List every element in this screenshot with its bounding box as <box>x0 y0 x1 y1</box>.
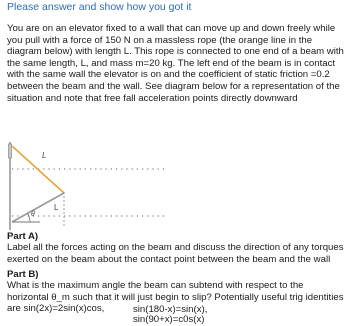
part-a-title: Part A) <box>7 231 39 242</box>
part-a-text: Label all the forces acting on the beam and discuss the direction of any torques exerted on the beam about the contact point between the beam and the wall <box>7 242 344 265</box>
rope-line <box>12 146 64 193</box>
beam-length-label: L <box>54 203 59 212</box>
angle-arc <box>28 213 30 222</box>
page-header: Please answer and show how you got it <box>7 1 192 13</box>
problem-diagram <box>6 136 176 231</box>
part-b-title: Part B) <box>7 269 39 280</box>
angle-label: θ <box>31 211 35 218</box>
part-b-text: What is the maximum angle the beam can subtend with respect to the horizontal θ_m such that it will just begin to slip? Potentially useful trig identities are sin(2x)=2sin(x)cos, <box>7 280 344 315</box>
trig-identity-2: sin(90+x)=c0s(x) <box>133 314 205 325</box>
trig-identity-1: sin(180-x)=sin(x), <box>133 304 208 315</box>
rope-length-label: L <box>42 151 47 160</box>
elevator-marker <box>9 144 12 158</box>
problem-intro: You are on an elevator fixed to a wall that can move up and down freely while you pull with a force of 150 N on a massless rope (the orange line in the diagram below) with length L. This rope is connected to one end of a beam with the same length, L, and mass m=20 kg. The left end of the beam is in contact with the same wall the elevator is on and the coefficient of static friction =0.2 between the beam and the wall. See diagram below for a representation of the situation and note that free fall acceleration points directly downward <box>7 23 344 104</box>
